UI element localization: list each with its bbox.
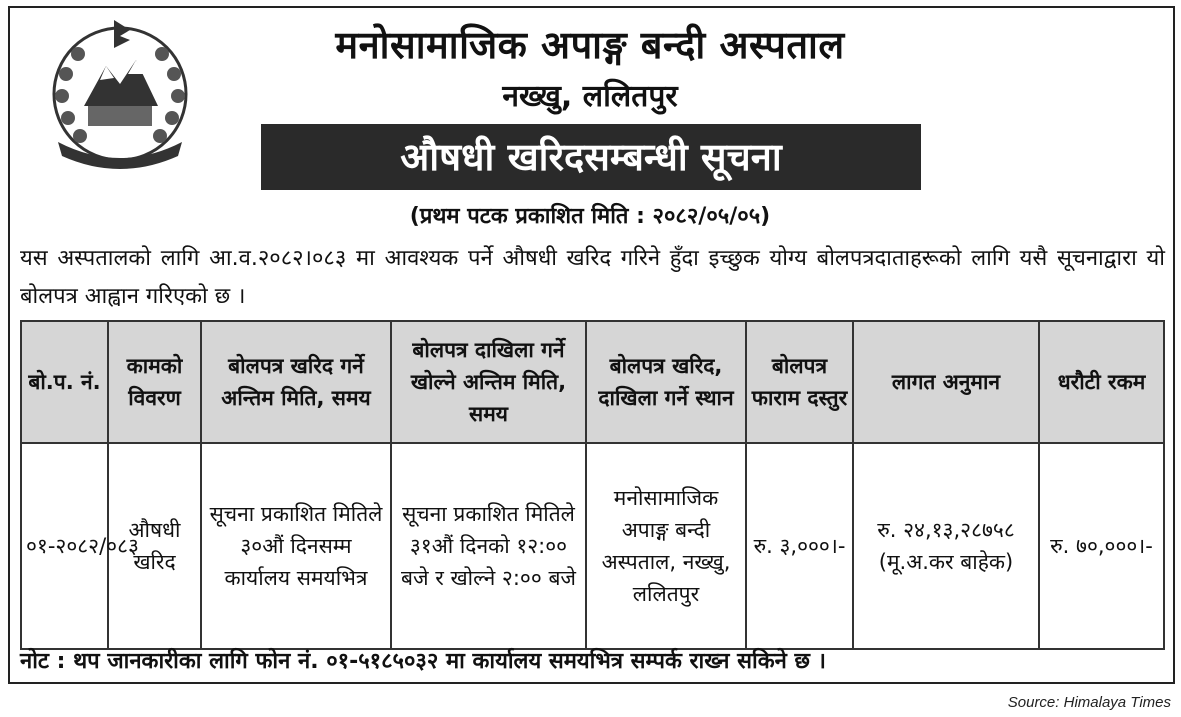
col-header-deposit: धरौटी रकम xyxy=(1039,321,1164,443)
col-header-tender-no: बो.प. नं. xyxy=(21,321,108,443)
hospital-location: नख्खु, ललितपुर xyxy=(502,79,678,114)
nepal-emblem-icon xyxy=(44,14,196,170)
cell-purchase-deadline: सूचना प्रकाशित मितिले ३०औं दिनसम्म कार्यालय समयभित्र xyxy=(201,443,391,649)
col-header-submission-deadline: बोलपत्र दाखिला गर्ने खोल्ने अन्तिम मिति, समय xyxy=(391,321,586,443)
tender-table xyxy=(20,320,1165,650)
col-header-cost-estimate: लागत अनुमान xyxy=(853,321,1039,443)
cell-place: मनोसामाजिक अपाङ्ग बन्दी अस्पताल, नख्खु, ललितपुर xyxy=(586,443,746,649)
table-row xyxy=(21,443,1164,649)
cell-deposit: रु. ७०,०००।- xyxy=(1039,443,1164,649)
cell-work-description: औषधी खरिद xyxy=(108,443,201,649)
col-header-place: बोलपत्र खरिद, दाखिला गर्ने स्थान xyxy=(586,321,746,443)
col-header-purchase-deadline: बोलपत्र खरिद गर्ने अन्तिम मिति, समय xyxy=(201,321,391,443)
cell-submission-deadline: सूचना प्रकाशित मितिले ३१औं दिनको १२:०० बजे र खोल्ने २:०० बजे xyxy=(391,443,586,649)
col-header-work-description: कामको विवरण xyxy=(108,321,201,443)
cell-form-fee: रु. ३,०००।- xyxy=(746,443,853,649)
contact-note: नोट : थप जानकारीका लागि फोन नं. ०१-५१८५०३२ मा कार्यालय समयभित्र सम्पर्क राख्न सकिने छ । xyxy=(20,649,826,674)
intro-paragraph: यस अस्पतालको लागि आ.व.२०८२।०८३ मा आवश्यक पर्ने औषधी खरिद गरिने हुँदा इच्छुक योग्य बोलपत्रदाताहरूको लागि यसै सूचनाद्वारा यो बोलपत्र आह्वान गरिएको छ । xyxy=(20,246,1165,309)
published-date: (प्रथम पटक प्रकाशित मिति : २०८२/०५/०५) xyxy=(409,204,771,229)
hospital-title: मनोसामाजिक अपाङ्ग बन्दी अस्पताल xyxy=(335,23,845,67)
source-credit: Source: Himalaya Times xyxy=(1007,694,1171,711)
cell-cost-estimate: रु. २४,१३,२८७५८ (मू.अ.कर बाहेक) xyxy=(853,443,1039,649)
cell-tender-no: ०१-२०८२/०८३ xyxy=(21,443,108,649)
col-header-form-fee: बोलपत्र फाराम दस्तुर xyxy=(746,321,853,443)
notice-banner: औषधी खरिदसम्बन्धी सूचना xyxy=(261,124,921,190)
table-header-row xyxy=(21,321,1164,443)
